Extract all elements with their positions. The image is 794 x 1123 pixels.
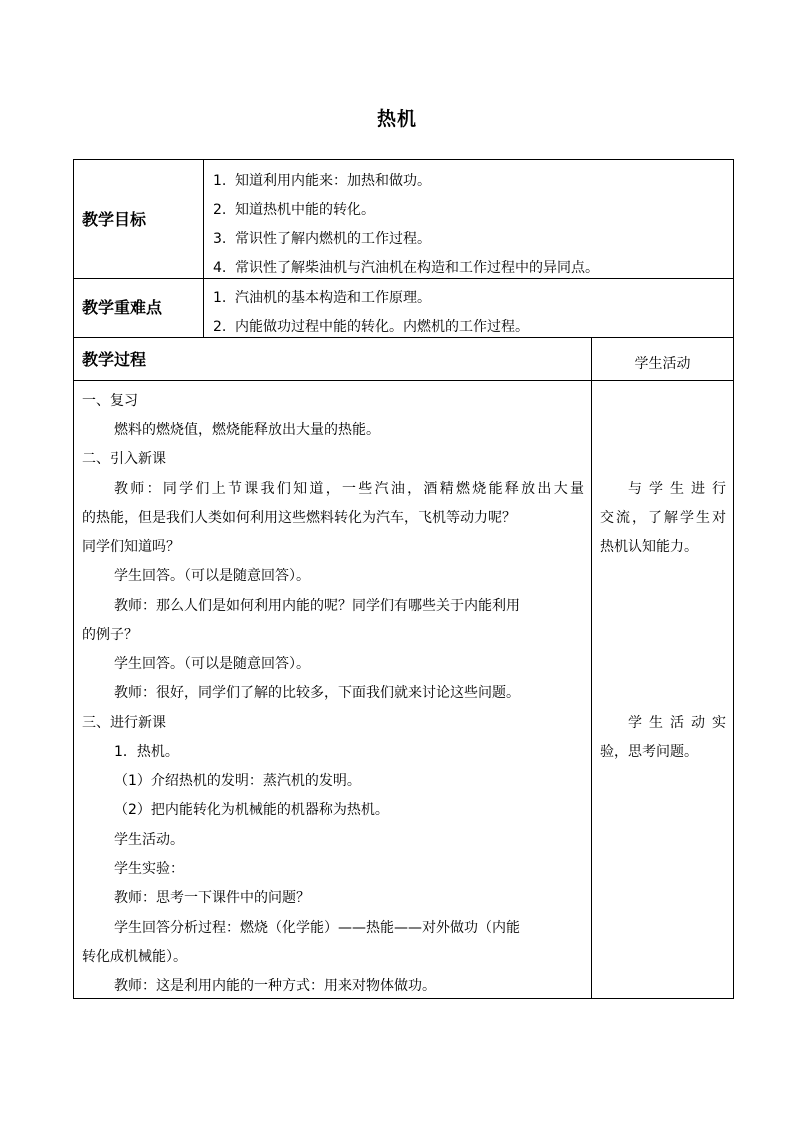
- process-line: 教师：这是利用内能的一种方式：用来对物体做功。: [114, 978, 436, 994]
- key-points-label: 教学重难点: [82, 298, 163, 317]
- process-line: 教师：那么人们是如何利用内能的呢？同学们有哪些关于内能利用: [114, 598, 520, 614]
- process-line: 的例子？: [82, 627, 138, 643]
- process-line: 学生回答分析过程：燃烧（化学能）——热能——对外做功（内能: [114, 920, 520, 936]
- table-border-right: [733, 159, 734, 999]
- row-divider: [73, 278, 734, 279]
- page-title: 热机: [376, 108, 417, 130]
- process-line: 的热能，但是我们人类如何利用这些燃料转化为汽车，飞机等动力呢？: [82, 510, 516, 526]
- objective-item: 1. 知道利用内能来：加热和做功。: [213, 173, 431, 189]
- column-divider: [203, 159, 204, 338]
- process-line: 燃料的燃烧值，燃烧能释放出大量的热能。: [114, 422, 380, 438]
- row-divider: [73, 380, 734, 381]
- objective-item: 2. 知道热机中能的转化。: [213, 202, 375, 218]
- process-line: 学生回答。（可以是随意回答）。: [114, 568, 310, 584]
- process-line: （1）介绍热机的发明：蒸汽机的发明。: [114, 773, 361, 789]
- table-border-top: [73, 159, 734, 160]
- student-activity-text: 与学生进行 交流，了解学生对 热机认知能力。: [600, 481, 726, 555]
- key-point-item: 2. 内能做功过程中能的转化。内燃机的工作过程。: [213, 319, 529, 335]
- process-line: 转化成机械能）。: [82, 949, 187, 965]
- process-line: 一、复习: [82, 393, 138, 409]
- process-line: 学生实验：: [114, 861, 184, 877]
- process-label: 教学过程: [82, 350, 147, 369]
- process-line: 学生活动。: [114, 832, 184, 848]
- student-activity-label: 学生活动: [634, 356, 691, 372]
- objective-item: 4. 常识性了解柴油机与汽油机在构造和工作过程中的异同点。: [213, 260, 599, 276]
- process-line: 同学们知道吗？: [82, 539, 180, 555]
- student-activity-text: 学生活动实 验，思考问题。: [600, 715, 726, 760]
- process-line: 学生回答。（可以是随意回答）。: [114, 656, 310, 672]
- table-border-bottom: [73, 998, 734, 999]
- table-border-left: [73, 159, 74, 999]
- process-line: 教师：同学们上节课我们知道，一些汽油，酒精燃烧能释放出大量: [114, 481, 584, 497]
- column-divider: [591, 337, 592, 999]
- row-divider: [73, 337, 734, 338]
- process-line: （2）把内能转化为机械能的机器称为热机。: [114, 802, 389, 818]
- process-line: 三、进行新课: [82, 715, 166, 731]
- process-line: 教师：思考一下课件中的问题？: [114, 890, 310, 906]
- process-line: 二、引入新课: [82, 451, 166, 467]
- key-point-item: 1. 汽油机的基本构造和工作原理。: [213, 290, 431, 306]
- process-line: 教师：很好，同学们了解的比较多，下面我们就来讨论这些问题。: [114, 685, 520, 701]
- lesson-plan-table: [73, 159, 734, 999]
- objectives-label: 教学目标: [82, 210, 147, 229]
- process-line: 1．热机。: [114, 744, 179, 760]
- objective-item: 3. 常识性了解内燃机的工作过程。: [213, 231, 431, 247]
